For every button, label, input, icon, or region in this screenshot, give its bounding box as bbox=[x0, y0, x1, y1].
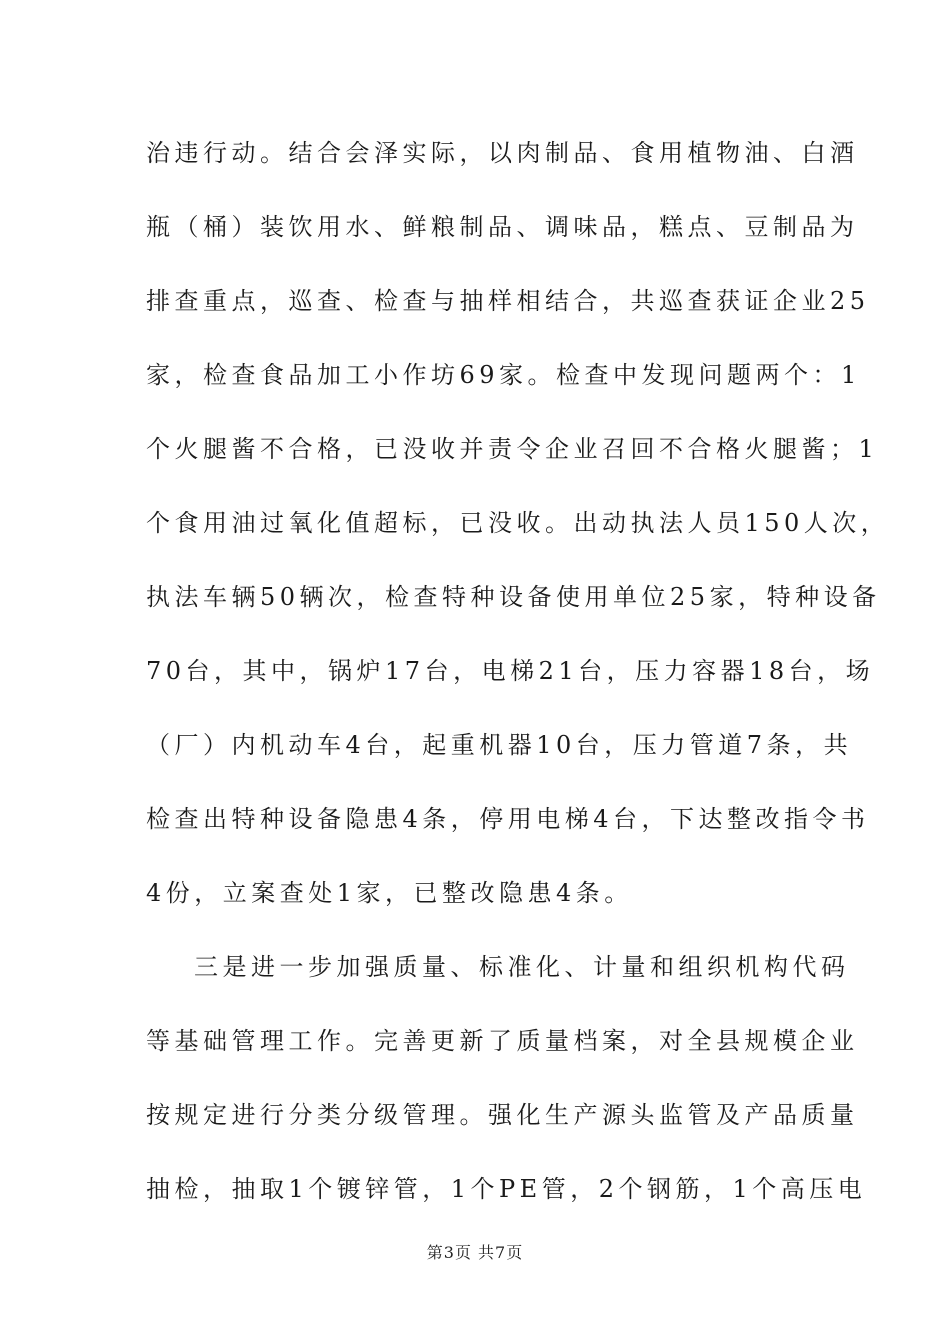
text-line: 70台，其中，锅炉17台，电梯21台，压力容器18台，场 bbox=[146, 657, 875, 685]
document-body bbox=[146, 128, 890, 1238]
text-line: （厂）内机动车4台，起重机器10台，压力管道7条，共 bbox=[146, 731, 853, 759]
text-line: 治违行动。结合会泽实际，以肉制品、食用植物油、白酒 bbox=[146, 139, 859, 167]
text-line: 瓶（桶）装饮用水、鲜粮制品、调味品，糕点、豆制品为 bbox=[146, 213, 859, 241]
text-line: 家，检查食品加工小作坊69家。检查中发现问题两个：1 bbox=[146, 361, 861, 389]
paragraph-start-line: 三是进一步加强质量、标准化、计量和组织机构代码 bbox=[194, 953, 850, 981]
text-line: 排查重点，巡查、检查与抽样相结合，共巡查获证企业25 bbox=[146, 287, 870, 315]
text-line: 抽检，抽取1个镀锌管，1个PE管，2个钢筋，1个高压电 bbox=[146, 1175, 867, 1203]
text-line: 个食用油过氧化值超标，已没收。出动执法人员150人次， bbox=[146, 509, 890, 537]
text-line: 个火腿酱不合格，已没收并责令企业召回不合格火腿酱；1 bbox=[146, 435, 879, 463]
paragraph-end-line: 4份，立案查处1家，已整改隐患4条。 bbox=[146, 879, 633, 907]
text-line: 检查出特种设备隐患4条，停用电梯4台，下达整改指令书 bbox=[146, 805, 870, 833]
text-line: 执法车辆50辆次，检查特种设备使用单位25家，特种设备 bbox=[146, 583, 881, 611]
page-number-footer: 第3页 共7页 bbox=[426, 1243, 524, 1262]
text-line: 按规定进行分类分级管理。强化生产源头监管及产品质量 bbox=[146, 1101, 859, 1129]
text-line: 等基础管理工作。完善更新了质量档案，对全县规模企业 bbox=[146, 1027, 859, 1055]
